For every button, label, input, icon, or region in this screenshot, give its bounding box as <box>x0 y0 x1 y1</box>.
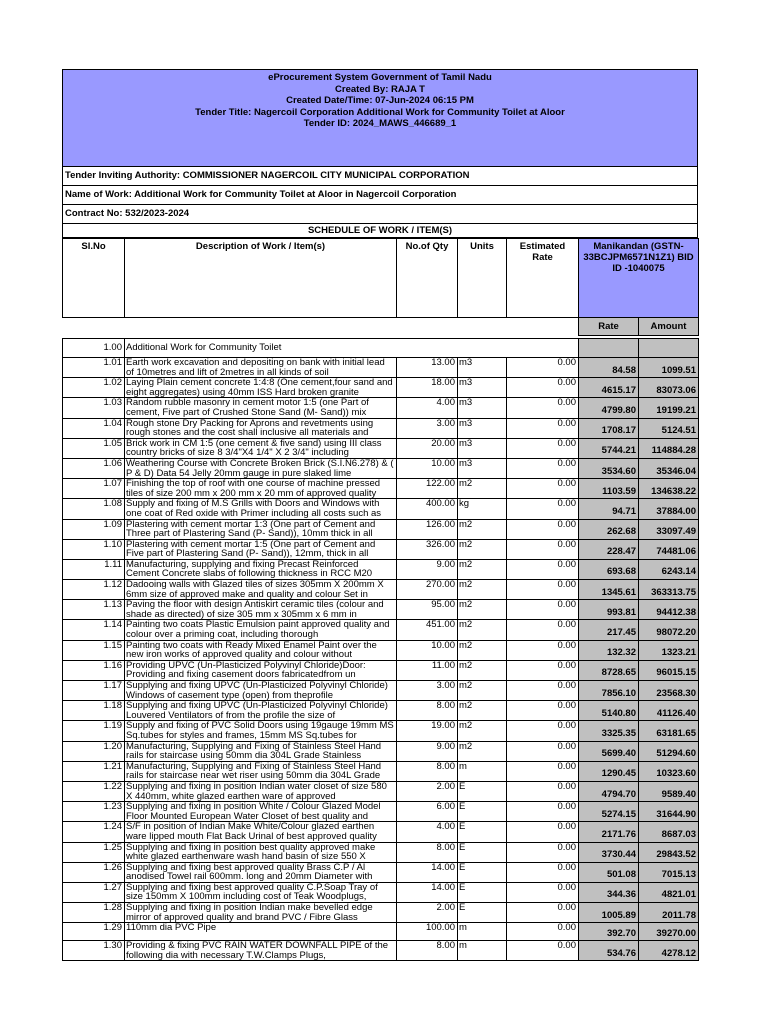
row-estimated-rate: 0.00 <box>507 842 579 862</box>
row-slno: 1.14 <box>63 620 125 640</box>
row-slno: 1.11 <box>63 559 125 579</box>
group-description: Additional Work for Community Toilet <box>125 339 579 358</box>
row-description: Plastering with cement mortar 1:5 (One part of Cement and Five part of Plastering Sand (P- Sand)), 12mm, thick in all <box>125 539 397 559</box>
row-qty: 3.00 <box>397 418 458 438</box>
table-row <box>63 842 699 862</box>
row-rate: 84.58 <box>579 358 639 378</box>
table-row <box>63 600 699 620</box>
row-estimated-rate: 0.00 <box>507 640 579 660</box>
table-row <box>63 781 699 801</box>
row-description: Brick work in CM 1:5 (one cement & five sand) using III class country bricks of size 8 3/4"X4 1/4" X 2 3/4" including <box>125 438 397 458</box>
row-description: Manufacturing, supplying and fixing Precast Reinforced Cement Concrete slabs of following thickness in RCC M20 <box>125 559 397 579</box>
row-qty: 451.00 <box>397 620 458 640</box>
row-estimated-rate: 0.00 <box>507 458 579 478</box>
row-description: Plastering with cement mortar 1:3 (One part of Cement and Three part of Plastering Sand (P- Sand)), 10mm thick in all <box>125 519 397 539</box>
row-description: Weathering Course with Concrete Broken Brick (S.I.N6.278) & ( P & D) Data 54 Jelly 20mm gauge in pure slaked lime <box>125 458 397 478</box>
table-row <box>63 660 699 680</box>
row-rate: 4615.17 <box>579 378 639 398</box>
row-rate: 3325.35 <box>579 721 639 741</box>
row-unit: E <box>458 903 507 923</box>
row-amount: 6243.14 <box>639 559 699 579</box>
row-amount: 94412.38 <box>639 600 699 620</box>
row-unit: m2 <box>458 620 507 640</box>
row-estimated-rate: 0.00 <box>507 741 579 761</box>
row-amount: 33097.49 <box>639 519 699 539</box>
row-amount: 4278.12 <box>639 941 699 961</box>
col-amount: Amount <box>639 318 699 336</box>
row-amount: 1099.51 <box>639 358 699 378</box>
row-description: Rough stone Dry Packing for Aprons and revetments using rough stones and the cost shall inclusive all materials and <box>125 418 397 438</box>
row-rate: 993.81 <box>579 600 639 620</box>
row-estimated-rate: 0.00 <box>507 580 579 600</box>
row-slno: 1.28 <box>63 903 125 923</box>
row-rate: 1345.61 <box>579 580 639 600</box>
row-amount: 5124.51 <box>639 418 699 438</box>
row-estimated-rate: 0.00 <box>507 660 579 680</box>
row-slno: 1.02 <box>63 378 125 398</box>
row-description: Supply and fixing of PVC Solid Doors using 19gauge 19mm MS Sq.tubes for styles and frames, 15mm MS Sq.tubes for <box>125 721 397 741</box>
table-row <box>63 923 699 941</box>
row-slno: 1.12 <box>63 580 125 600</box>
row-rate: 3730.44 <box>579 842 639 862</box>
row-description: Painting two coats Plastic Emulsion paint approved quality and colour over a priming coat, including thorough <box>125 620 397 640</box>
row-description: Supplying and fixing best approved quality C.P.Soap Tray of size 150mm X 100mm including cost of Teak Woodplugs, <box>125 882 397 902</box>
row-estimated-rate: 0.00 <box>507 539 579 559</box>
row-description: Supplying and fixing best approved quality Brass C.P / Al anodised Towel rail 600mm. long and 20mm Diameter with <box>125 862 397 882</box>
row-description: S/F in position of Indian Make White/Colour glazed earthen ware lipped mouth Flat Back Urinal of best approved quality <box>125 822 397 842</box>
group-slno: 1.00 <box>63 339 125 358</box>
row-estimated-rate: 0.00 <box>507 398 579 418</box>
row-amount: 363313.75 <box>639 580 699 600</box>
row-rate: 534.76 <box>579 941 639 961</box>
row-qty: 100.00 <box>397 923 458 941</box>
row-amount: 29843.52 <box>639 842 699 862</box>
row-qty: 13.00 <box>397 358 458 378</box>
row-amount: 7015.13 <box>639 862 699 882</box>
row-estimated-rate: 0.00 <box>507 499 579 519</box>
row-rate: 5744.21 <box>579 438 639 458</box>
table-row <box>63 741 699 761</box>
row-slno: 1.16 <box>63 660 125 680</box>
row-amount: 51294.60 <box>639 741 699 761</box>
row-amount: 39270.00 <box>639 923 699 941</box>
row-description: Manufacturing, Supplying and Fixing of Stainless Steel Hand rails for staircase near wet riser using 50mm dia 304L Grade <box>125 761 397 781</box>
row-description: Dadooing walls with Glazed tiles of sizes 305mm X 200mm X 6mm size of approved make and quality and colour Set in <box>125 580 397 600</box>
row-rate: 3534.60 <box>579 458 639 478</box>
row-unit: m2 <box>458 721 507 741</box>
table-row <box>63 479 699 499</box>
row-rate: 1708.17 <box>579 418 639 438</box>
row-rate: 4794.70 <box>579 781 639 801</box>
row-unit: m3 <box>458 398 507 418</box>
row-unit: m3 <box>458 418 507 438</box>
row-slno: 1.18 <box>63 701 125 721</box>
row-description: Paving the floor with design Antiskirt ceramic tiles (colour and shade as directed) of size 305 mm x 305mm x 6 mm in <box>125 600 397 620</box>
row-rate: 5140.80 <box>579 701 639 721</box>
table-row <box>63 701 699 721</box>
row-description: Laying Plain cement concrete 1:4:8 (One cement,four sand and eight aggregates) using 40mm ISS Hard broken granite <box>125 378 397 398</box>
row-qty: 3.00 <box>397 681 458 701</box>
row-slno: 1.05 <box>63 438 125 458</box>
schedule-table <box>62 238 699 961</box>
col-units: Units <box>458 239 507 318</box>
row-rate: 132.32 <box>579 640 639 660</box>
row-qty: 9.00 <box>397 741 458 761</box>
row-rate: 392.70 <box>579 923 639 941</box>
row-qty: 9.00 <box>397 559 458 579</box>
row-description: Supplying and fixing in position best quality approved make white glazed earthenware wash hand basin of size 550 X <box>125 842 397 862</box>
row-estimated-rate: 0.00 <box>507 941 579 961</box>
row-description: Manufacturing, Supplying and Fixing of Stainless Steel Hand rails for staircase using 50mm dia 304L Grade Stainless <box>125 741 397 761</box>
table-row <box>63 418 699 438</box>
row-slno: 1.20 <box>63 741 125 761</box>
row-qty: 11.00 <box>397 660 458 680</box>
row-estimated-rate: 0.00 <box>507 418 579 438</box>
row-slno: 1.24 <box>63 822 125 842</box>
row-qty: 8.00 <box>397 761 458 781</box>
table-row <box>63 458 699 478</box>
row-qty: 14.00 <box>397 882 458 902</box>
row-rate: 94.71 <box>579 499 639 519</box>
row-unit: m2 <box>458 600 507 620</box>
row-unit: m2 <box>458 681 507 701</box>
row-amount: 134638.22 <box>639 479 699 499</box>
row-slno: 1.08 <box>63 499 125 519</box>
work-name: Name of Work: Additional Work for Community Toilet at Aloor in Nagercoil Corporation <box>62 186 698 205</box>
col-bidder: Manikandan (GSTN-33BCJPM6571N1Z1) BID ID -1040075 <box>579 239 699 318</box>
row-rate: 1005.89 <box>579 903 639 923</box>
row-slno: 1.06 <box>63 458 125 478</box>
row-estimated-rate: 0.00 <box>507 882 579 902</box>
row-description: Painting two coats with Ready Mixed Enamel Paint over the new iron works of approved quality and colour without <box>125 640 397 660</box>
row-unit: m3 <box>458 358 507 378</box>
row-description: Finishing the top of roof with one course of machine pressed tiles of size 200 mm x 200 mm x 20 mm of approved quality <box>125 479 397 499</box>
row-amount: 98072.20 <box>639 620 699 640</box>
contract-number: Contract No: 532/2023-2024 <box>62 205 698 224</box>
row-estimated-rate: 0.00 <box>507 681 579 701</box>
row-rate: 8728.65 <box>579 660 639 680</box>
row-unit: E <box>458 802 507 822</box>
row-description: Supplying and fixing in position Indian make bevelled edge mirror of approved quality and brand PVC / Fibre Glass <box>125 903 397 923</box>
row-unit: E <box>458 862 507 882</box>
row-estimated-rate: 0.00 <box>507 519 579 539</box>
table-row <box>63 559 699 579</box>
row-estimated-rate: 0.00 <box>507 358 579 378</box>
row-unit: m <box>458 761 507 781</box>
table-row <box>63 580 699 600</box>
row-qty: 10.00 <box>397 640 458 660</box>
table-row <box>63 882 699 902</box>
row-estimated-rate: 0.00 <box>507 822 579 842</box>
column-header-row <box>63 239 699 318</box>
row-unit: m2 <box>458 701 507 721</box>
row-qty: 6.00 <box>397 802 458 822</box>
row-amount: 4821.01 <box>639 882 699 902</box>
table-row <box>63 802 699 822</box>
table-row <box>63 358 699 378</box>
table-row <box>63 499 699 519</box>
table-row <box>63 941 699 961</box>
row-qty: 18.00 <box>397 378 458 398</box>
row-amount: 31644.90 <box>639 802 699 822</box>
row-estimated-rate: 0.00 <box>507 438 579 458</box>
row-slno: 1.27 <box>63 882 125 902</box>
col-estimated-rate: Estimated Rate <box>507 239 579 318</box>
row-slno: 1.29 <box>63 923 125 941</box>
row-qty: 95.00 <box>397 600 458 620</box>
row-unit: m2 <box>458 660 507 680</box>
row-slno: 1.09 <box>63 519 125 539</box>
row-description: Providing UPVC (Un-Plasticized Polyvinyl Chloride)Door: Providing and fixing casement doors fabricatedfrom un <box>125 660 397 680</box>
row-rate: 1103.59 <box>579 479 639 499</box>
row-unit: E <box>458 842 507 862</box>
col-rate: Rate <box>579 318 639 336</box>
row-estimated-rate: 0.00 <box>507 721 579 741</box>
row-qty: 270.00 <box>397 580 458 600</box>
table-row <box>63 640 699 660</box>
row-slno: 1.01 <box>63 358 125 378</box>
row-unit: E <box>458 882 507 902</box>
row-slno: 1.21 <box>63 761 125 781</box>
row-description: Providing & fixing PVC RAIN WATER DOWNFALL PIPE of the following dia with necessary T.W.Clamps Plugs, <box>125 941 397 961</box>
row-estimated-rate: 0.00 <box>507 903 579 923</box>
row-qty: 4.00 <box>397 822 458 842</box>
row-rate: 217.45 <box>579 620 639 640</box>
row-unit: E <box>458 781 507 801</box>
table-row <box>63 438 699 458</box>
row-description: Supplying and fixing UPVC (Un-Plasticized Polyvinyl Chloride) Louvered Ventilators of from the profile the size of <box>125 701 397 721</box>
row-qty: 14.00 <box>397 862 458 882</box>
row-slno: 1.23 <box>63 802 125 822</box>
row-rate: 1290.45 <box>579 761 639 781</box>
row-estimated-rate: 0.00 <box>507 761 579 781</box>
row-slno: 1.04 <box>63 418 125 438</box>
row-rate: 2171.76 <box>579 822 639 842</box>
row-description: Supplying and fixing UPVC (Un-Plasticized Polyvinyl Chloride) Windows of casement type (open) from theprofile <box>125 681 397 701</box>
row-qty: 8.00 <box>397 701 458 721</box>
row-unit: kg <box>458 499 507 519</box>
row-rate: 5274.15 <box>579 802 639 822</box>
table-row <box>63 903 699 923</box>
row-slno: 1.15 <box>63 640 125 660</box>
row-qty: 2.00 <box>397 903 458 923</box>
row-slno: 1.30 <box>63 941 125 961</box>
row-description: Earth work excavation and depositing on bank with initial lead of 10metres and lift of 2metres in all kinds of soil <box>125 358 397 378</box>
row-slno: 1.13 <box>63 600 125 620</box>
row-amount: 37884.00 <box>639 499 699 519</box>
row-unit: m3 <box>458 438 507 458</box>
row-unit: m3 <box>458 378 507 398</box>
row-rate: 262.68 <box>579 519 639 539</box>
row-slno: 1.25 <box>63 842 125 862</box>
row-unit: m2 <box>458 519 507 539</box>
row-rate: 228.47 <box>579 539 639 559</box>
row-slno: 1.26 <box>63 862 125 882</box>
table-row <box>63 761 699 781</box>
col-qty: No.of Qty <box>397 239 458 318</box>
row-amount: 35346.04 <box>639 458 699 478</box>
row-qty: 2.00 <box>397 781 458 801</box>
row-qty: 126.00 <box>397 519 458 539</box>
col-description: Description of Work / Item(s) <box>125 239 397 318</box>
table-row <box>63 539 699 559</box>
row-rate: 344.36 <box>579 882 639 902</box>
row-rate: 4799.80 <box>579 398 639 418</box>
row-amount: 63181.65 <box>639 721 699 741</box>
row-amount: 83073.06 <box>639 378 699 398</box>
row-amount: 10323.60 <box>639 761 699 781</box>
row-unit: m2 <box>458 479 507 499</box>
row-estimated-rate: 0.00 <box>507 802 579 822</box>
boq-sheet <box>62 69 698 961</box>
table-row <box>63 681 699 701</box>
row-estimated-rate: 0.00 <box>507 378 579 398</box>
header-line-2: Created By: RAJA T <box>335 83 425 95</box>
row-amount: 9589.40 <box>639 781 699 801</box>
col-slno: Sl.No <box>63 239 125 318</box>
row-unit: E <box>458 822 507 842</box>
row-qty: 400.00 <box>397 499 458 519</box>
row-estimated-rate: 0.00 <box>507 862 579 882</box>
row-qty: 122.00 <box>397 479 458 499</box>
row-amount: 74481.06 <box>639 539 699 559</box>
row-estimated-rate: 0.00 <box>507 559 579 579</box>
row-amount: 41126.40 <box>639 701 699 721</box>
header-line-5: Tender ID: 2024_MAWS_446689_1 <box>303 118 457 129</box>
table-row <box>63 519 699 539</box>
row-qty: 10.00 <box>397 458 458 478</box>
row-unit: m2 <box>458 741 507 761</box>
row-description: Supplying and fixing in position Indian water closet of size 580 X 440mm, white glazed earthen ware of approved <box>125 781 397 801</box>
row-amount: 114884.28 <box>639 438 699 458</box>
row-amount: 2011.78 <box>639 903 699 923</box>
table-row <box>63 862 699 882</box>
group-row <box>63 339 699 358</box>
row-qty: 8.00 <box>397 941 458 961</box>
row-unit: m2 <box>458 580 507 600</box>
row-description: Random rubble masonry in cement motor 1:5 (one Part of cement, Five part of Crushed Stone Sand (M- Sand)) mix <box>125 398 397 418</box>
row-unit: m <box>458 941 507 961</box>
rate-amount-header-row <box>63 318 699 336</box>
header-line-1: eProcurement System Government of Tamil Nadu <box>268 72 492 83</box>
row-amount: 1323.21 <box>639 640 699 660</box>
row-unit: m <box>458 923 507 941</box>
row-estimated-rate: 0.00 <box>507 479 579 499</box>
row-qty: 4.00 <box>397 398 458 418</box>
table-row <box>63 721 699 741</box>
row-amount: 23568.30 <box>639 681 699 701</box>
row-rate: 7856.10 <box>579 681 639 701</box>
row-slno: 1.07 <box>63 479 125 499</box>
row-unit: m3 <box>458 458 507 478</box>
row-amount: 19199.21 <box>639 398 699 418</box>
row-slno: 1.22 <box>63 781 125 801</box>
row-estimated-rate: 0.00 <box>507 781 579 801</box>
row-qty: 8.00 <box>397 842 458 862</box>
row-description: Supplying and fixing in position White / Colour Glazed Model Floor Mounted European Water Closet of best quality and <box>125 802 397 822</box>
document-header <box>62 69 698 167</box>
table-row <box>63 398 699 418</box>
row-slno: 1.10 <box>63 539 125 559</box>
header-line-4: Tender Title: Nagercoil Corporation Additional Work for Community Toilet at Aloor <box>195 106 565 118</box>
row-estimated-rate: 0.00 <box>507 600 579 620</box>
row-description: 110mm dia PVC Pipe <box>125 923 397 941</box>
row-qty: 20.00 <box>397 438 458 458</box>
table-row <box>63 620 699 640</box>
row-slno: 1.03 <box>63 398 125 418</box>
row-description: Supply and fixing of M.S Grills with Doors and Windows with one coat of Red oxide with Primer including all costs such as <box>125 499 397 519</box>
table-row <box>63 378 699 398</box>
schedule-title: SCHEDULE OF WORK / ITEM(S) <box>62 224 698 238</box>
header-line-3: Created Date/Time: 07-Jun-2024 06:15 PM <box>286 95 474 106</box>
row-estimated-rate: 0.00 <box>507 701 579 721</box>
tender-authority: Tender Inviting Authority: COMMISSIONER NAGERCOIL CITY MUNICIPAL CORPORATION <box>62 167 698 186</box>
row-rate: 501.08 <box>579 862 639 882</box>
row-qty: 326.00 <box>397 539 458 559</box>
row-amount: 96015.15 <box>639 660 699 680</box>
row-amount: 8687.03 <box>639 822 699 842</box>
row-unit: m2 <box>458 539 507 559</box>
table-row <box>63 822 699 842</box>
row-qty: 19.00 <box>397 721 458 741</box>
row-slno: 1.19 <box>63 721 125 741</box>
row-unit: m2 <box>458 640 507 660</box>
row-rate: 5699.40 <box>579 741 639 761</box>
row-unit: m2 <box>458 559 507 579</box>
row-estimated-rate: 0.00 <box>507 620 579 640</box>
row-rate: 693.68 <box>579 559 639 579</box>
row-estimated-rate: 0.00 <box>507 923 579 941</box>
row-slno: 1.17 <box>63 681 125 701</box>
